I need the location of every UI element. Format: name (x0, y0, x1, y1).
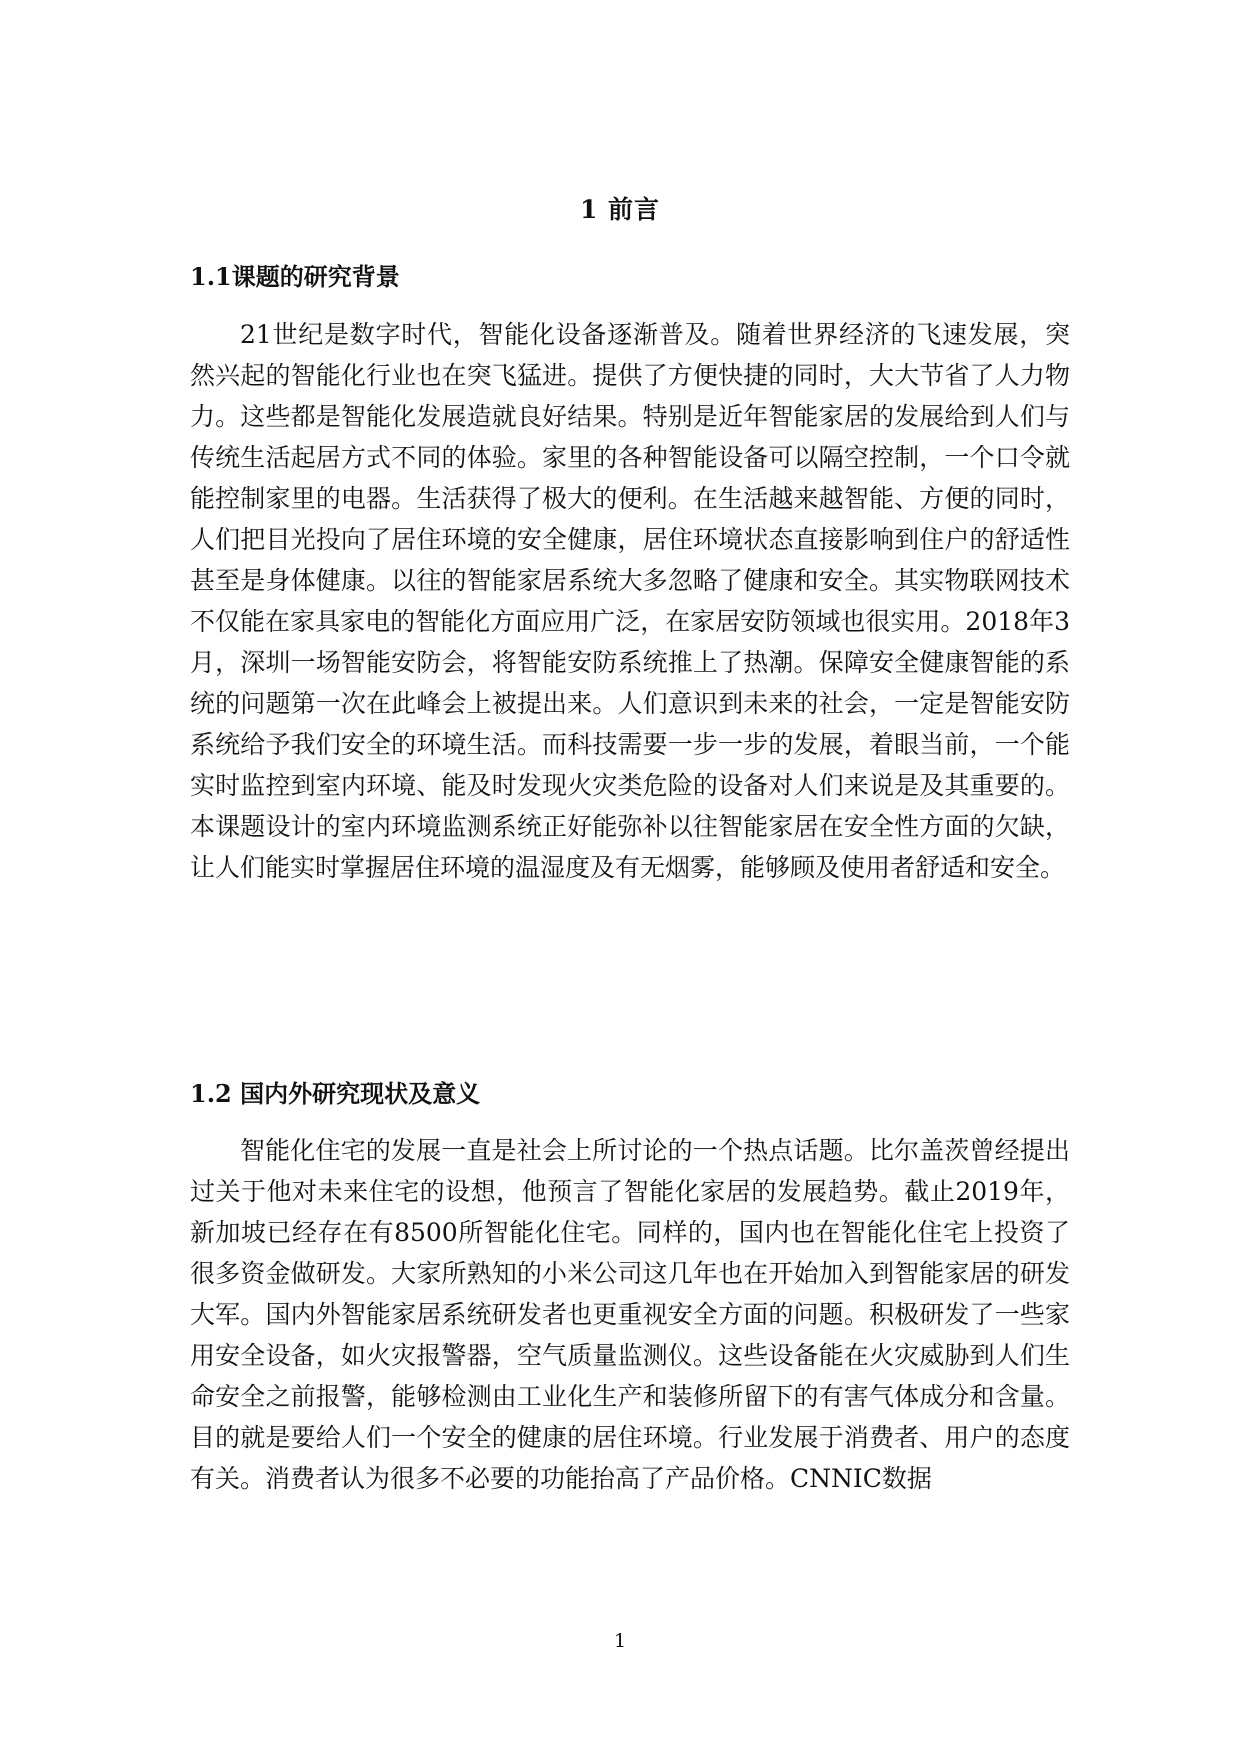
section-heading-research-status: 1.2 国内外研究现状及意义 (190, 1079, 481, 1108)
paragraph-research-status: 智能化住宅的发展一直是社会上所讨论的一个热点话题。比尔盖茨曾经提出过关于他对未来住宅的设想，他预言了智能化家居的发展趋势。截止2019年，新加坡已经存在有8500所智能化住宅。同样的，国内也在智能化住宅上投资了很多资金做研发。大家所熟知的小米公司这几年也在开始加入到智能家居的研发大军。国内外智能家居系统研发者也更重视安全方面的问题。积极研发了一些家用安全设备，如火灾报警器，空气质量监测仪。这些设备能在火灾威胁到人们生命安全之前报警，能够检测由工业化生产和装修所留下的有害气体成分和含量。目的就是要给人们一个安全的健康的居住环境。行业发展于消费者、用户的态度有关。消费者认为很多不必要的功能抬高了产品价格。CNNIC数据 (190, 1136, 1070, 1493)
chapter-title: 1 前言 (579, 195, 661, 224)
page-number: 1 (613, 1630, 627, 1652)
paragraph-research-background: 21世纪是数字时代，智能化设备逐渐普及。随着世界经济的飞速发展，突然兴起的智能化行业也在突飞猛进。提供了方便快捷的同时，大大节省了人力物力。这些都是智能化发展造就良好结果。特别是近年智能家居的发展给到人们与传统生活起居方式不同的体验。家里的各种智能设备可以隔空控制，一个口令就能控制家里的电器。生活获得了极大的便利。在生活越来越智能、方便的同时，人们把目光投向了居住环境的安全健康，居住环境状态直接影响到住户的舒适性甚至是身体健康。以往的智能家居系统大多忽略了健康和安全。其实物联网技术不仅能在家具家电的智能化方面应用广泛，在家居安防领域也很实用。2018年3月，深圳一场智能安防会，将智能安防系统推上了热潮。保障安全健康智能的系统的问题第一次在此峰会上被提出来。人们意识到未来的社会，一定是智能安防系统给予我们安全的环境生活。而科技需要一步一步的发展，着眼当前，一个能实时监控到室内环境、能及时发现火灾类危险的设备对人们来说是及其重要的。本课题设计的室内环境监测系统正好能弥补以往智能家居在安全性方面的欠缺，让人们能实时掌握居住环境的温湿度及有无烟雾，能够顾及使用者舒适和安全。 (190, 320, 1070, 882)
section-heading-research-background: 1.1课题的研究背景 (190, 262, 400, 291)
